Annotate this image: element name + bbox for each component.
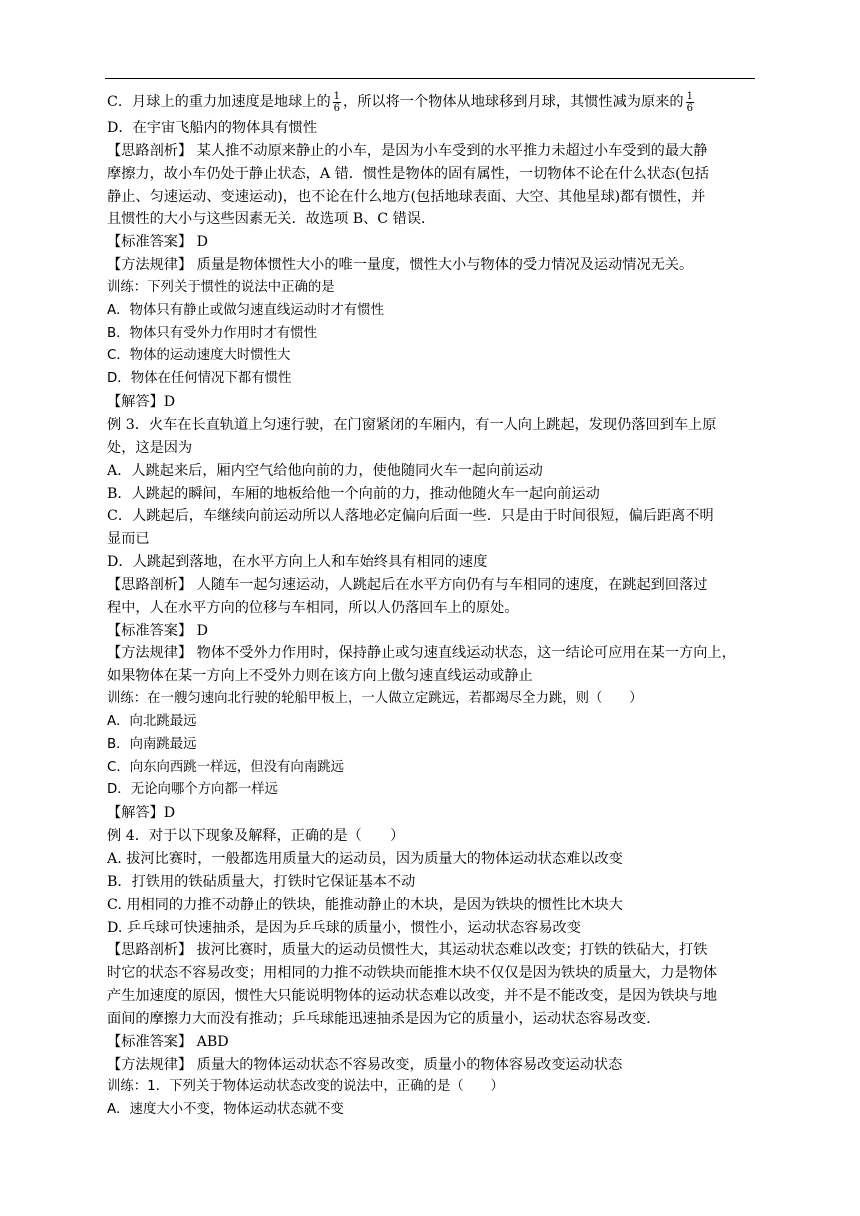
text-line: D．在宇宙飞船内的物体具有惯性 [107, 120, 318, 136]
text-line: 【方法规律】 物体不受外力作用时，保持静止或匀速直线运动状态，这一结论可应用在某一方向上， [107, 645, 736, 662]
header-rule [105, 78, 755, 79]
text-line: 【思路剖析】 拔河比赛时，质量大的运动员惯性大，其运动状态难以改变；打铁的铁砧大，打铁 [107, 942, 708, 959]
text-line: 例 4．对于以下现象及解释，正确的是（ ） [107, 828, 405, 845]
text-line: 【方法规律】 质量大的物体运动状态不容易改变，质量小的物体容易改变运动状态 [107, 1056, 623, 1073]
text-line: B．向南跳最远 [107, 736, 197, 752]
text-line: A．向北跳最远 [107, 713, 197, 729]
text-line: 【标准答案】 D [107, 622, 209, 639]
text-line: A．速度大小不变，物体运动状态就不变 [107, 1102, 344, 1118]
text-line: A. 拔河比赛时，一般都选用质量大的运动员，因为质量大的物体运动状态难以改变 [107, 851, 623, 867]
fraction-denominator: 6 [686, 102, 693, 114]
text-line: 面间的摩擦力大而没有推动；乒乓球能迅速抽杀是因为它的质量小，运动状态容易改变. [107, 1010, 651, 1027]
text-line: 静止、匀速运动、变速运动)，也不论在什么地方(包括地球表面、大空、其他星球)都有惯性，并 [107, 188, 706, 205]
text-line: 【标准答案】 ABD [107, 1033, 229, 1050]
fraction-denominator: 6 [333, 102, 341, 114]
text-line: D．人跳起到落地，在水平方向上人和车始终具有相同的速度 [107, 554, 488, 571]
fraction-one-sixth [333, 91, 341, 114]
text-line: 处，这是因为 [107, 439, 193, 456]
text-line: D. 乒乓球可快速抽杀，是因为乒乓球的质量小，惯性小，运动状态容易改变 [107, 919, 581, 936]
text-line: 【思路剖析】 人随车一起匀速运动，人跳起后在水平方向仍有与车相同的速度，在跳起到回落过 [107, 576, 708, 593]
text-line: D．物体在任何情况下都有惯性 [107, 371, 292, 387]
text-line: A．人跳起来后，厢内空气给他向前的力，使他随同火车一起向前运动 [107, 462, 543, 479]
text-line: 【标准答案】 D [107, 234, 209, 251]
option-c-with-fractions [107, 87, 757, 117]
fraction-one-sixth [686, 91, 694, 114]
text-line: B．物体只有受外力作用时才有惯性 [107, 325, 318, 341]
text-line: B．人跳起的瞬间，车厢的地板给他一个向前的力，推动他随火车一起向前运动 [107, 485, 600, 502]
text-line: 时它的状态不容易改变；用相同的力推不动铁块而能推木块不仅仅是因为铁块的质量大，力是物体 [107, 965, 718, 982]
text-line: 例 3．火车在长直轨道上匀速行驶，在门窗紧闭的车厢内，有一人向上跳起，发现仍落回到车上原 [107, 416, 717, 433]
text-line: 【方法规律】 质量是物体惯性大小的唯一量度，惯性大小与物体的受力情况及运动情况无关。 [107, 257, 694, 274]
option-c-text-a: C．月球上的重力加速度是地球上的 [107, 94, 331, 110]
text-line: 训练：1．下列关于物体运动状态改变的说法中，正确的是（ ） [107, 1079, 504, 1095]
text-line: C．物体的运动速度大时惯性大 [107, 348, 291, 364]
text-line: C．向东向西跳一样远，但没有向南跳远 [107, 759, 344, 775]
text-line: 摩擦力，故小车仍处于静止状态，A 错．惯性是物体的固有属性，一切物体不论在什么状态(包括 [107, 165, 709, 182]
text-line: 显而已 [107, 531, 150, 548]
text-line: B．打铁用的铁砧质量大，打铁时它保证基本不动 [107, 873, 416, 890]
text-line: D．无论向哪个方向都一样远 [107, 782, 278, 798]
text-line: 且惯性的大小与这些因素无关．故选项 B、C 错误． [107, 211, 436, 228]
text-line: C．人跳起后，车继续向前运动所以人落地必定偏向后面一些．只是由于时间很短，偏后距离不明 [107, 508, 714, 525]
text-line: A．物体只有静止或做匀速直线运动时才有惯性 [107, 302, 384, 318]
text-line: 如果物体在某一方向上不受外力则在该方向上傲匀速直线运动或静止 [107, 668, 533, 685]
text-line: 训练：在一艘匀速向北行驶的轮船甲板上，一人做立定跳远，若都竭尽全力跳，则（ ） [107, 691, 643, 707]
text-line: 产生加速度的原因，惯性大只能说明物体的运动状态难以改变，并不是不能改变，是因为铁块与地 [107, 988, 718, 1005]
fraction-numerator: 1 [333, 90, 341, 102]
text-line: 【解答】D [107, 805, 176, 822]
text-line: 【解答】D [107, 394, 176, 411]
option-c-text-b: ，所以将一个物体从地球移到月球，其惯性减为原来的 [343, 94, 684, 110]
text-line: 程中，人在水平方向的位移与车相同，所以人仍落回车上的原处。 [107, 599, 519, 616]
text-line: 训练：下列关于惯性的说法中正确的是 [107, 279, 335, 295]
text-line: 【思路剖析】 某人推不动原来静止的小车，是因为小车受到的水平推力未超过小车受到的最大静 [107, 142, 708, 159]
fraction-numerator: 1 [686, 90, 693, 102]
text-line: C. 用相同的力推不动静止的铁块，能推动静止的木块，是因为铁块的惯性比木块大 [107, 896, 623, 913]
document-body [107, 87, 757, 1122]
